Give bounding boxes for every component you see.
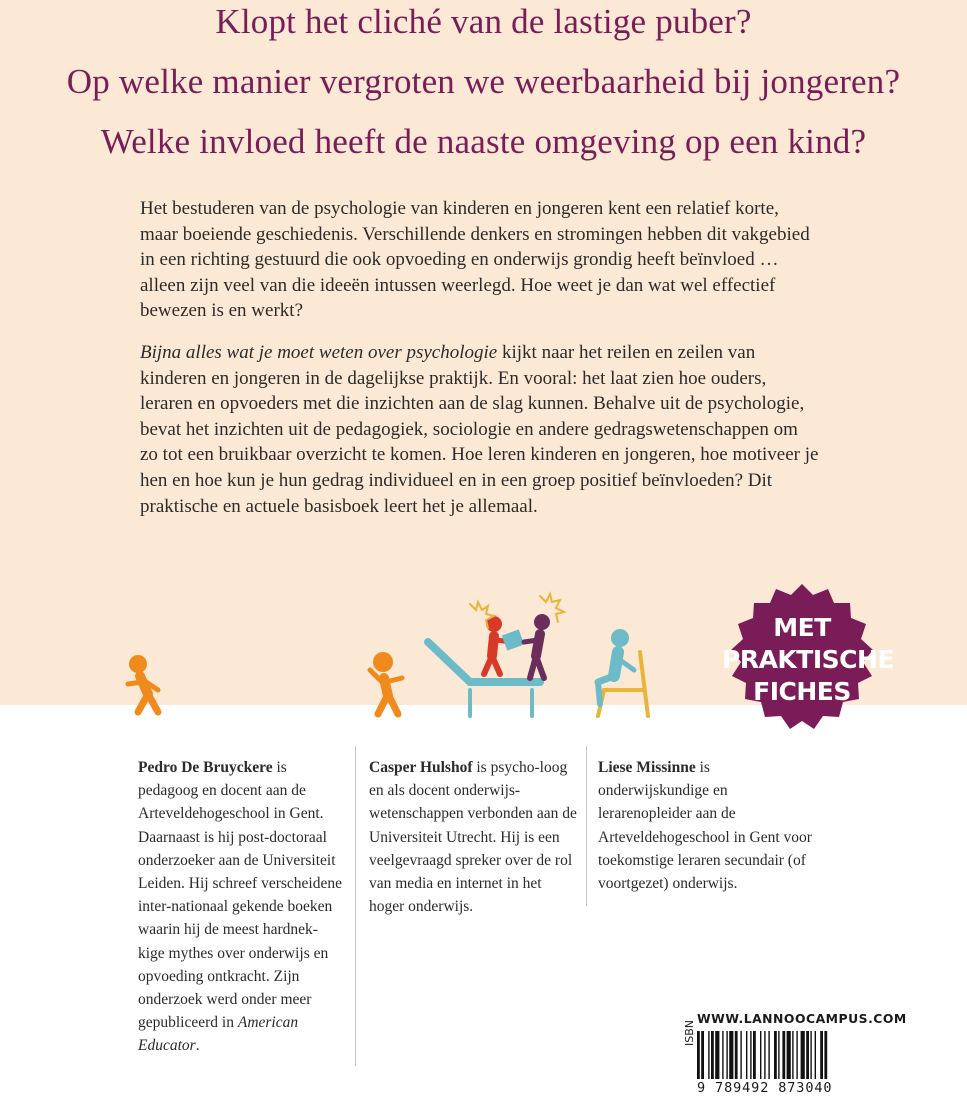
intro-paragraph-1: Het bestuderen van de psychologie van kinderen en jongeren kent een relatief korte, maar boeiende geschiedenis. Verschillende denkers en stromingen hebben dit vakgebied in een richting gestuurd die ook opvoeding en onderwijs grondig heeft beïnvloed … alleen zijn veel van die ideeën intussen weerlegd. Hoe weet je dan wat wel effectief bewezen is en werkt? [140, 198, 810, 322]
column-divider-1 [355, 746, 356, 1066]
isbn-label: ISBN [683, 1019, 696, 1046]
author-name-3: Liese Missinne [598, 759, 696, 776]
book-title: Bijna alles wat je moet weten over psychologie [140, 341, 498, 363]
author-text-1-end: . [195, 1037, 200, 1055]
walking-child-figure [128, 655, 158, 712]
author-text-1: is pedagoog en docent aan de Arteveldehogeschool in Gent. Daarnaast is hij post-doctoraal onderzoeker aan de Universiteit Leiden. Hij schreef verscheidene inter-nationaal gekende boeken waarin hij de meest hardnek-kige mythes over onderwijs en opvoeding ontkracht. Zijn onderzoek werd onder meer gepubliceerd in [138, 759, 342, 1032]
lounge-chair [428, 642, 540, 716]
arguing-figures [470, 594, 564, 678]
badge-line-2: PRAKTISCHE [722, 645, 895, 674]
author-name-2: Casper Hulshof [369, 759, 473, 776]
column-divider-2 [586, 746, 587, 906]
author-bio-1 [138, 756, 344, 1058]
publisher-url: WWW.LANNOOCAMPUS.COM [697, 1011, 907, 1026]
badge-line-1: MET [773, 613, 831, 642]
intro-text [140, 196, 820, 535]
author-text-2: is psycho-loog en als docent onderwijs-wetenschappen verbonden aan de Universiteit Utrecht. Hij is een veelgevraagd spreker over de rol van media en internet in het hoger onderwijs. [369, 759, 577, 916]
author-name-1: Pedro De Bruyckere [138, 759, 273, 776]
question-2: Op welke manier vergroten we weerbaarheid bij jongeren? [66, 62, 901, 101]
intro-paragraph-2 [140, 340, 820, 519]
waving-child-figure [370, 652, 402, 714]
isbn-digits: 9 789492 873040 [697, 1080, 833, 1096]
seated-figure-with-chair [598, 629, 648, 716]
badge-text [722, 612, 895, 708]
badge-line-3: FICHES [753, 677, 851, 706]
author-bio-3 [598, 756, 818, 895]
author-text-3: is onderwijskundige en lerarenopleider aan de Arteveldehogeschool in Gent voor toekomstige leraren secundair (of voortgezet) onderwijs. [598, 759, 812, 893]
author-bio-2 [369, 756, 579, 918]
barcode [697, 1031, 883, 1079]
question-1: Klopt het cliché van de lastige puber? [215, 2, 752, 41]
question-3: Welke invloed heeft de naaste omgeving op een kind? [100, 122, 867, 161]
intro-paragraph-2-text: kijkt naar het reilen en zeilen van kinderen en jongeren in de dagelijkse praktijk. En vooral: het laat zien hoe ouders, leraren en opvoeders met die inzichten aan de slag kunnen. Behalve uit de psychologie, bevat het inzichten uit de pedagogiek, sociologie en andere gedragswetenschappen om zo tot een bruikbaar overzicht te komen. Hoe leren kinderen en jongeren, hoe motiveer je hen en hoe kun je hun gedrag individueel en in een groep positief beïnvloeden? Dit praktische en actuele basisboek leert het je allemaal. [140, 341, 819, 517]
journal-name: American Educator [138, 1014, 299, 1055]
